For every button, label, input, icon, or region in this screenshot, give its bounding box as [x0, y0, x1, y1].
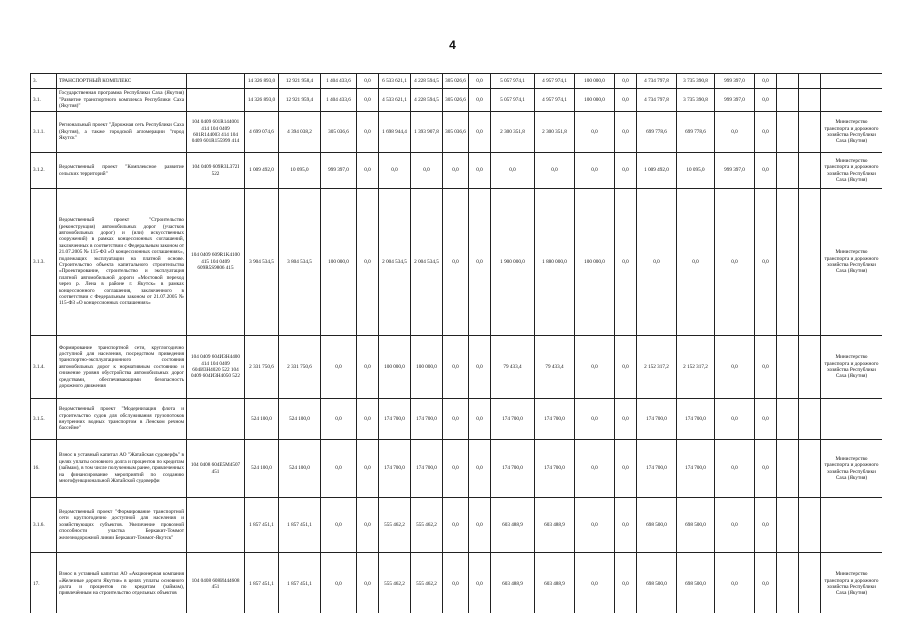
description-cell: Ведомственный проект "Модернизация флота и строительство судов для обслуживания грузопотоков внутренних водных транспортом в Ленском речном бассейне": [57, 399, 187, 440]
value-cell: 1 009 492,0: [637, 153, 677, 189]
value-cell: 174 700,0: [411, 399, 443, 440]
value-cell: 0,0: [469, 153, 491, 189]
value-cell: 174 700,0: [379, 440, 411, 498]
value-cell: 2 300 351,8: [535, 112, 575, 153]
value-cell: [799, 189, 821, 336]
value-cell: 0,0: [443, 553, 469, 614]
value-cell: 4 533 621,1: [379, 89, 411, 112]
budget-code-cell: [187, 399, 245, 440]
value-cell: 0,0: [615, 189, 637, 336]
description-cell: Региональный проект "Дорожная сеть Республики Саха (Якутия), а также городской агломерации "город Якутск": [57, 112, 187, 153]
value-cell: 0,0: [469, 189, 491, 336]
table-row: [31, 440, 883, 498]
row-number-cell: 3.: [31, 74, 57, 89]
value-cell: 0,0: [575, 112, 615, 153]
value-cell: 305 026,6: [443, 74, 469, 89]
value-cell: 5 057 974,1: [491, 74, 535, 89]
value-cell: 0,0: [357, 336, 379, 399]
value-cell: 0,0: [357, 498, 379, 553]
value-cell: [777, 153, 799, 189]
table-row: [31, 153, 883, 189]
value-cell: [799, 112, 821, 153]
value-cell: 2 331 750,6: [279, 336, 321, 399]
value-cell: 174 700,0: [379, 399, 411, 440]
value-cell: 100 000,0: [321, 189, 357, 336]
budget-code-cell: 104 0409 601R144001 414 104 0409 601R144003 414 104 0409 601R155999 414: [187, 112, 245, 153]
value-cell: 555 462,2: [411, 553, 443, 614]
value-cell: 1 857 451,1: [245, 498, 279, 553]
value-cell: 4 734 797,8: [637, 74, 677, 89]
value-cell: 0,0: [755, 89, 777, 112]
table-row: [31, 189, 883, 336]
value-cell: [777, 399, 799, 440]
value-cell: 0,0: [469, 89, 491, 112]
description-cell: Ведомственный проект "Комплексное развитие сельских территорий": [57, 153, 187, 189]
value-cell: 14 326 893,0: [245, 74, 279, 89]
value-cell: 0,0: [357, 189, 379, 336]
value-cell: 10 095,0: [279, 153, 321, 189]
responsible-cell: Министерство транспорта и дорожного хозяйства Республики Саха (Якутия): [821, 440, 883, 498]
row-number-cell: 3.1.4.: [31, 336, 57, 399]
value-cell: 0,0: [357, 112, 379, 153]
description-cell: ТРАНСПОРТНЫЙ КОМПЛЕКС: [57, 74, 187, 89]
value-cell: 0,0: [615, 399, 637, 440]
value-cell: 0,0: [615, 336, 637, 399]
value-cell: 174 700,0: [637, 440, 677, 498]
value-cell: 1 857 451,1: [245, 553, 279, 614]
value-cell: 0,0: [379, 153, 411, 189]
table-row: [31, 553, 883, 614]
responsible-cell: [821, 498, 883, 553]
value-cell: [777, 112, 799, 153]
value-cell: 0,0: [615, 498, 637, 553]
value-cell: 14 326 893,0: [245, 89, 279, 112]
value-cell: [777, 89, 799, 112]
value-cell: 2 004 534,5: [411, 189, 443, 336]
value-cell: 999 397,0: [715, 89, 755, 112]
description-cell: Ведомственный проект "Формирование транспортной сети круглогодично доступной для населения и хозяйствующих субъектов. Увеличение провозной способности участка Беркакит-Томмот железнодорожной линии Беркакит-Томмот-Якутск": [57, 498, 187, 553]
value-cell: 174 700,0: [677, 440, 715, 498]
budget-code-cell: [187, 89, 245, 112]
value-cell: 2 004 534,5: [379, 189, 411, 336]
value-cell: 0,0: [755, 153, 777, 189]
value-cell: 79 433,4: [535, 336, 575, 399]
row-number-cell: 3.1.5.: [31, 399, 57, 440]
responsible-cell: [821, 89, 883, 112]
value-cell: 0,0: [715, 112, 755, 153]
value-cell: 603 488,9: [535, 553, 575, 614]
value-cell: 100 000,0: [379, 336, 411, 399]
value-cell: 0,0: [615, 440, 637, 498]
value-cell: [799, 498, 821, 553]
value-cell: 524 100,0: [279, 399, 321, 440]
value-cell: 0,0: [321, 399, 357, 440]
value-cell: [777, 440, 799, 498]
budget-table-container: [30, 73, 882, 613]
value-cell: 12 921 958,4: [279, 74, 321, 89]
row-number-cell: 3.1.3.: [31, 189, 57, 336]
value-cell: 100 000,0: [575, 74, 615, 89]
value-cell: [799, 336, 821, 399]
value-cell: 79 433,4: [491, 336, 535, 399]
budget-code-cell: [187, 498, 245, 553]
value-cell: 174 700,0: [535, 399, 575, 440]
value-cell: 305 036,6: [443, 112, 469, 153]
budget-code-cell: 104 0409 604И3Н4400 414 104 0409 604И3Н4020 522 104 0409 604И3Н4050 522: [187, 336, 245, 399]
value-cell: [799, 89, 821, 112]
value-cell: 0,0: [411, 153, 443, 189]
value-cell: 2 331 750,6: [245, 336, 279, 399]
value-cell: 1 404 433,6: [321, 74, 357, 89]
value-cell: 305 026,6: [443, 89, 469, 112]
value-cell: 4 957 974,1: [535, 74, 575, 89]
page-number: 4: [449, 38, 456, 52]
value-cell: 698 500,0: [677, 498, 715, 553]
value-cell: 0,0: [615, 89, 637, 112]
description-cell: Взнос в уставный капитал АО «Акционерная компания «Железные дороги Якутии» в целях уплаты основного долга и процентов по кредитам (займам), привлечённым на строительство отдельных объектов: [57, 553, 187, 614]
value-cell: 3 735 390,8: [677, 89, 715, 112]
value-cell: 0,0: [677, 189, 715, 336]
value-cell: 1 404 433,6: [321, 89, 357, 112]
value-cell: 555 462,2: [411, 498, 443, 553]
value-cell: 699 778,6: [677, 112, 715, 153]
value-cell: 0,0: [321, 336, 357, 399]
value-cell: 555 462,2: [379, 553, 411, 614]
value-cell: 2 300 351,8: [491, 112, 535, 153]
value-cell: 0,0: [755, 74, 777, 89]
value-cell: 0,0: [755, 112, 777, 153]
value-cell: 174 700,0: [535, 440, 575, 498]
value-cell: 3 735 390,8: [677, 74, 715, 89]
value-cell: 1 900 000,0: [491, 189, 535, 336]
value-cell: 0,0: [637, 189, 677, 336]
value-cell: 174 700,0: [411, 440, 443, 498]
value-cell: 698 500,0: [677, 553, 715, 614]
value-cell: 0,0: [443, 336, 469, 399]
value-cell: 100 000,0: [575, 89, 615, 112]
value-cell: 6 533 621,1: [379, 74, 411, 89]
value-cell: 0,0: [443, 498, 469, 553]
value-cell: 0,0: [755, 553, 777, 614]
description-cell: Формирование транспортной сети, круглогодично доступной для населения, посредством приведения транспортно-эксплуатационного состояния автомобильных дорог к нормативным состоянию и снижение уровня обустройства автомобильных дорог средствами, обеспечивающими безопасность дорожного движения: [57, 336, 187, 399]
row-number-cell: 3.1.6.: [31, 498, 57, 553]
value-cell: 0,0: [575, 399, 615, 440]
value-cell: 0,0: [357, 74, 379, 89]
value-cell: 0,0: [715, 189, 755, 336]
value-cell: 1 393 907,8: [411, 112, 443, 153]
value-cell: 4 228 594,5: [411, 89, 443, 112]
value-cell: 0,0: [615, 74, 637, 89]
value-cell: 999 397,0: [715, 74, 755, 89]
value-cell: 0,0: [321, 440, 357, 498]
value-cell: 0,0: [469, 74, 491, 89]
responsible-cell: Министерство транспорта и дорожного хозяйства Республики Саха (Якутия): [821, 336, 883, 399]
value-cell: 174 700,0: [491, 399, 535, 440]
description-cell: Государственная программа Республики Саха (Якутия) "Развитие транспортного комплекса Республики Саха (Якутия)": [57, 89, 187, 112]
description-cell: Ведомственный проект "Строительство (реконструкция) автомобильных дорог (участков автомобильных дорог) и (или) искусственных сооружений) в рамках концессионных соглашений, заключенных в соответствии с Федеральным законом от 21.07.2005 № 115-ФЗ «О концессионных соглашениях», подлежащих эксплуатации на платной основе. Строительство объекта капитального строительства «Проектирование, строительство и эксплуатация платной автомобильной дороги «Мостовой переход через р. Лена в районе г. Якутск» в рамках концессионного соглашения, заключенного в соответствии с Федеральным законом от 21.07.2005 № 115-ФЗ «О концессионных соглашениях»: [57, 189, 187, 336]
value-cell: 0,0: [321, 498, 357, 553]
value-cell: 603 488,9: [491, 498, 535, 553]
budget-table: [30, 73, 882, 613]
value-cell: 1 009 492,0: [245, 153, 279, 189]
value-cell: 2 152 317,2: [677, 336, 715, 399]
value-cell: 0,0: [715, 336, 755, 399]
responsible-cell: [821, 74, 883, 89]
value-cell: 698 500,0: [637, 498, 677, 553]
responsible-cell: Министерство транспорта и дорожного хозяйства Республики Саха (Якутия): [821, 112, 883, 153]
value-cell: 0,0: [357, 89, 379, 112]
budget-code-cell: 104 0408 608И444608 451: [187, 553, 245, 614]
value-cell: 1 880 000,0: [535, 189, 575, 336]
value-cell: 0,0: [443, 399, 469, 440]
value-cell: 1 857 451,1: [279, 498, 321, 553]
value-cell: 0,0: [615, 153, 637, 189]
value-cell: 100 000,0: [411, 336, 443, 399]
value-cell: 0,0: [443, 189, 469, 336]
row-number-cell: 3.1.2.: [31, 153, 57, 189]
table-row: [31, 89, 883, 112]
value-cell: [777, 74, 799, 89]
value-cell: 4 394 038,2: [279, 112, 321, 153]
value-cell: 0,0: [357, 153, 379, 189]
value-cell: 0,0: [615, 112, 637, 153]
value-cell: 603 488,9: [491, 553, 535, 614]
value-cell: 0,0: [443, 440, 469, 498]
value-cell: 0,0: [615, 553, 637, 614]
responsible-cell: [821, 399, 883, 440]
responsible-cell: Министерство транспорта и дорожного хозяйства Республики Саха (Якутия): [821, 153, 883, 189]
value-cell: 0,0: [575, 336, 615, 399]
value-cell: 0,0: [443, 153, 469, 189]
value-cell: 603 488,9: [535, 498, 575, 553]
value-cell: 0,0: [469, 498, 491, 553]
value-cell: 699 778,6: [637, 112, 677, 153]
value-cell: 0,0: [357, 440, 379, 498]
value-cell: 698 500,0: [637, 553, 677, 614]
value-cell: 174 700,0: [677, 399, 715, 440]
value-cell: 2 152 317,2: [637, 336, 677, 399]
table-row: [31, 74, 883, 89]
value-cell: [799, 153, 821, 189]
value-cell: 0,0: [715, 440, 755, 498]
value-cell: 174 700,0: [491, 440, 535, 498]
value-cell: [799, 440, 821, 498]
value-cell: 0,0: [715, 498, 755, 553]
value-cell: 4 957 974,1: [535, 89, 575, 112]
table-row: [31, 498, 883, 553]
budget-code-cell: 104 0409 609R3L372I 522: [187, 153, 245, 189]
value-cell: 4 228 594,5: [411, 74, 443, 89]
row-number-cell: 3.1.1.: [31, 112, 57, 153]
value-cell: 0,0: [575, 498, 615, 553]
value-cell: 174 700,0: [637, 399, 677, 440]
value-cell: 0,0: [469, 440, 491, 498]
value-cell: 0,0: [469, 112, 491, 153]
responsible-cell: Министерство транспорта и дорожного хозяйства Республики Саха (Якутия): [821, 553, 883, 614]
responsible-cell: Министерство транспорта и дорожного хозяйства Республики Саха (Якутия): [821, 189, 883, 336]
value-cell: 0,0: [575, 153, 615, 189]
value-cell: 0,0: [535, 153, 575, 189]
value-cell: 1 698 944,4: [379, 112, 411, 153]
value-cell: 0,0: [755, 336, 777, 399]
value-cell: 524 100,0: [245, 440, 279, 498]
budget-code-cell: 104 0408 604Е5М4507 451: [187, 440, 245, 498]
value-cell: 0,0: [755, 189, 777, 336]
value-cell: [799, 553, 821, 614]
value-cell: 3 804 534,5: [279, 189, 321, 336]
value-cell: 0,0: [357, 399, 379, 440]
value-cell: [799, 74, 821, 89]
value-cell: 0,0: [755, 399, 777, 440]
value-cell: 0,0: [755, 498, 777, 553]
value-cell: 0,0: [755, 440, 777, 498]
value-cell: 3 904 534,5: [245, 189, 279, 336]
value-cell: 305 036,6: [321, 112, 357, 153]
value-cell: 1 857 451,1: [279, 553, 321, 614]
value-cell: [777, 336, 799, 399]
value-cell: 0,0: [715, 553, 755, 614]
value-cell: 12 921 959,4: [279, 89, 321, 112]
value-cell: 0,0: [575, 440, 615, 498]
value-cell: 0,0: [469, 399, 491, 440]
value-cell: 999 397,0: [321, 153, 357, 189]
row-number-cell: 3.1.: [31, 89, 57, 112]
value-cell: 0,0: [575, 553, 615, 614]
budget-code-cell: 104 0409 609R1K4100 415 104 0409 609R5S9806 415: [187, 189, 245, 336]
value-cell: 555 462,2: [379, 498, 411, 553]
value-cell: 524 100,0: [245, 399, 279, 440]
description-cell: Взнос в уставный капитал АО "Жатайская судоверфь" в целях уплаты основного долга и процентов по кредитам (займам), в том числе полученным ранее, привлеченных на финансирование мероприятий по созданию многофункциональной Жатайской судоверфи: [57, 440, 187, 498]
value-cell: 5 057 974,1: [491, 89, 535, 112]
value-cell: 4 699 074,6: [245, 112, 279, 153]
value-cell: [777, 553, 799, 614]
value-cell: 4 734 797,8: [637, 89, 677, 112]
table-row: [31, 399, 883, 440]
value-cell: 524 100,0: [279, 440, 321, 498]
value-cell: 0,0: [715, 399, 755, 440]
value-cell: [777, 498, 799, 553]
value-cell: 0,0: [321, 553, 357, 614]
value-cell: 0,0: [357, 553, 379, 614]
budget-code-cell: [187, 74, 245, 89]
value-cell: 0,0: [469, 336, 491, 399]
table-row: [31, 112, 883, 153]
value-cell: 100 000,0: [575, 189, 615, 336]
table-row: [31, 336, 883, 399]
value-cell: [799, 399, 821, 440]
row-number-cell: 17.: [31, 553, 57, 614]
value-cell: [777, 189, 799, 336]
value-cell: 10 095,0: [677, 153, 715, 189]
value-cell: 0,0: [491, 153, 535, 189]
value-cell: 0,0: [469, 553, 491, 614]
row-number-cell: 16.: [31, 440, 57, 498]
value-cell: 999 397,0: [715, 153, 755, 189]
